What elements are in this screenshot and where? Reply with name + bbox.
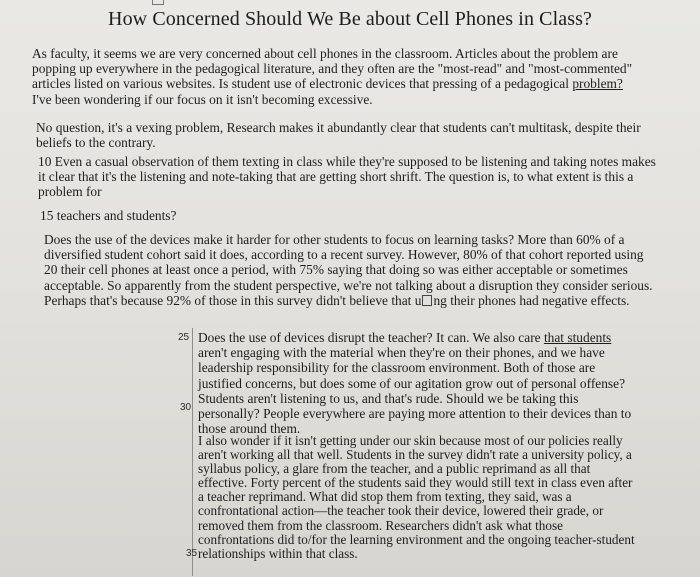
underlined-phrase-that-students: that students: [543, 330, 612, 345]
paragraph-teachers: 15 teachers and students?: [40, 208, 177, 223]
line-number-30: 30: [180, 402, 192, 413]
cursor-box-icon: [422, 295, 432, 306]
paragraph-intro-end: I've been wondering if our focus on it isn't becoming excessive.: [32, 91, 373, 107]
paragraph-multitask: No question, it's a vexing problem, Research makes it abundantly clear that students can't multitask, despite their beliefs to the contrary.: [36, 120, 641, 151]
line-number-25: 25: [178, 332, 190, 343]
paragraph-disrupt-teacher: [198, 330, 642, 436]
underlined-word-problem: problem?: [572, 76, 623, 92]
paragraph-survey-text: Does the use of the devices make it harder for other students to focus on learning tasks? More than 60% of a diversified student cohort said it does, according to a recent survey. However, 80% of that cohort reported using 20 their cell phones at least once a period, with 75% saying that doing so was either acceptable or sometimes acceptable. So apparently from the student perspective, we're not talking about a disruption they consider serious. Perhaps that's because 92% of those in this survey didn't believe that u: [44, 232, 653, 308]
paragraph-intro: [32, 46, 656, 107]
paragraph-disrupt-text: Does the use of devices disrupt the teacher? It can. We also care: [198, 330, 541, 345]
paragraph-survey: [44, 232, 656, 308]
paragraph-survey-end: ng their phones had negative effects.: [433, 292, 630, 308]
paragraph-observation: 10 Even a casual observation of them texting in class while they're supposed to be listening and taking notes makes it clear that it's the listening and note-taking that are getting short shrift. The question is, to what extent is this a problem for: [38, 154, 656, 200]
page-corner-mark: [152, 0, 164, 5]
paragraph-policies: I also wonder if it isn't getting under our skin because most of our policies really aren't working all that well. Students in the survey didn't rate a university policy, a syllabus policy, a glare from the teacher, and a public reprimand as all that effective. Forty percent of the students said they would still text in class even after a teacher reprimand. What did stop them from texting, they said, was a confrontational action—the teacher took their device, lowered their grade, or removed them from the classroom. Researchers didn't ask what those confrontations did to/for the learning environment and the ongoing teacher-student relationships within that class.: [198, 433, 635, 561]
line-number-35: 35: [186, 548, 198, 559]
margin-line: [192, 328, 193, 576]
paragraph-intro-text: As faculty, it seems we are very concerned about cell phones in the classroom. Articles about the problem are popping up everywhere in the pedagogical literature, and they often are the "most-read" and "most-commented" articles listed on various websites. Is student use of electronic devices that pressing of a pedagogical: [32, 46, 633, 92]
paragraph-disrupt-end: aren't engaging with the material when they're on their phones, and we have leadership responsibility for the classroom environment. Both of those are justified concerns, but does some of our agitation grow out of personal offense? Students aren't listening to us, and that's rude. Should we be taking this personally? People everywhere are paying more attention to their devices than to those around them.: [198, 345, 632, 437]
article-title: How Concerned Should We Be about Cell Phones in Class?: [108, 8, 592, 30]
